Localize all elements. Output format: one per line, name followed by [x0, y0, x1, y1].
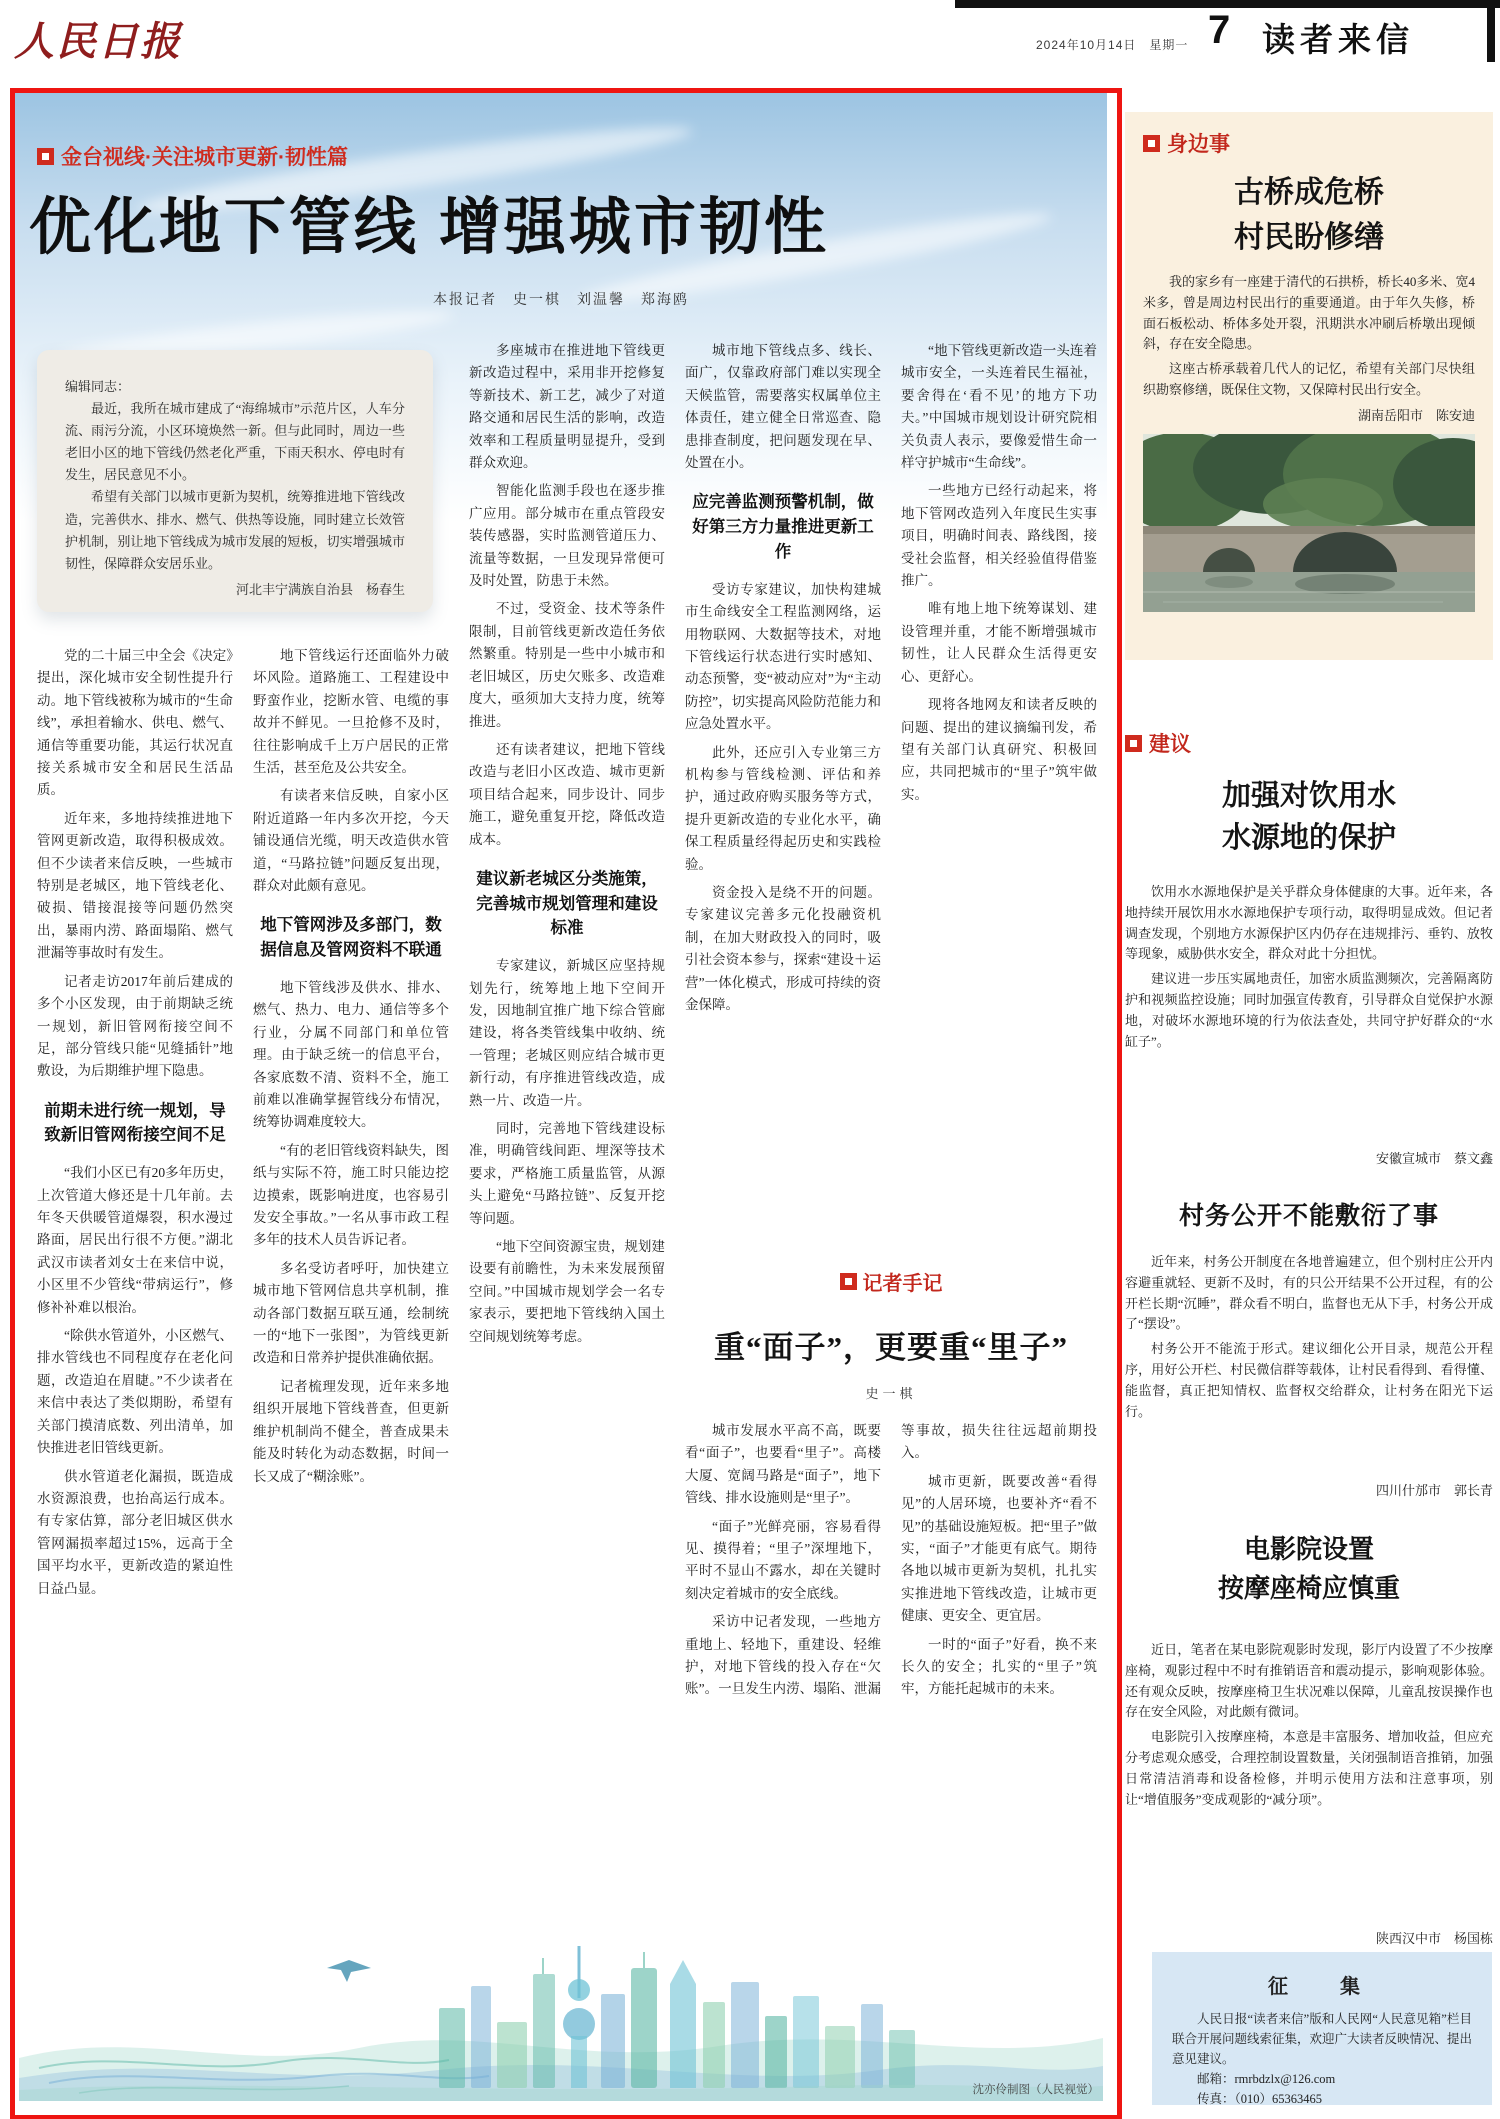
cinema-headline-line2: 按摩座椅应慎重	[1217, 1574, 1400, 1603]
paragraph: 党的二十届三中全会《决定》提出，深化城市安全韧性提升行动。地下管线被称为城市的“生命线”，承担着输水、供电、燃气、通信等重要功能，其运行状况直接关系城市安全和居民生活品质。	[37, 648, 233, 798]
kicker-icon	[37, 148, 54, 165]
paragraph: 地下管线涉及供水、排水、燃气、热力、电力、通信等多个行业，分属不同部门和单位管理。由于缺乏统一的信息平台，各家底数不清、资料不全，施工前难以准确掌握管线分布情况，统筹协调难度较大。	[253, 979, 449, 1130]
village-body	[1125, 1252, 1493, 1426]
paragraph: “地下管线更新改造一头连着城市安全，一头连着民生福祉，要舍得在‘看不见’的地方下功夫。”中国城市规划设计研究院相关负责人表示，要像爱惜生命一样守护城市“生命线”。	[901, 343, 1097, 471]
paragraph: 城市更新，既要改善“看得见”的人居环境，也要补齐“看不见”的基础设施短板。把“里子”做实，“面子”才能更有底气。期待各地以城市更新为契机，扎扎实实推进地下管线改造，让城市更健康、更安全、更宜居。	[901, 1473, 1097, 1624]
reporter-notes-label	[685, 1267, 1097, 1296]
paragraph: 村务公开不能流于形式。建议细化公开目录，规范公开程序，用好公开栏、村民微信群等载体，让村民看得到、看得懂、能监督，真正把知情权、监督权交给群众，让村务在阳光下运行。	[1125, 1341, 1493, 1419]
article-column-2	[253, 645, 449, 1930]
paragraph: “除供水管道外，小区燃气、排水管线也不同程度存在老化问题，改造迫在眉睫。”不少读者在来信中表达了类似期盼，希望有关部门摸清底数、列出清单，加快推进老旧管线更新。	[37, 1328, 233, 1456]
paragraph: 一时的“面子”好看，换不来长久的安全；扎实的“里子”筑牢，方能托起城市的未来。	[901, 1636, 1097, 1697]
collect-title: 征 集	[1268, 1976, 1376, 1998]
paragraph: 一些地方已经行动起来，将地下管网改造列入年度民生实事项目，明确时间表、路线图，接受社会监督，相关经验值得借鉴推广。	[901, 483, 1097, 589]
paragraph: 饮用水水源地保护是关乎群众身体健康的大事。近年来，各地持续开展饮用水水源地保护专项行动，取得明显成效。但记者调查发现，个别地方水源保护区内仍存在违规排污、垂钓、放牧等现象，威胁供水安全，群众对此十分担忧。	[1125, 884, 1493, 962]
neighborhood-icon	[1143, 135, 1160, 152]
notes-body	[685, 1420, 1097, 1910]
header-top-bar	[955, 0, 1500, 8]
reader-letter-card	[37, 350, 433, 612]
main-article-box	[10, 88, 1122, 2119]
paragraph: 电影院引入按摩座椅，本意是丰富服务、增加收益，但应充分考虑观众感受，合理控制设置数量，关闭强制语音推销，加强日常清洁消毒和设备检修，并明示使用方法和注意事项，别让“增值服务”变成观影的“减分项”。	[1125, 1729, 1493, 1807]
collect-email: 邮箱：rmrbdzlx@126.com	[1197, 2072, 1336, 2086]
paragraph: 资金投入是绕不开的问题。专家建议完善多元化投融资机制，在加大财政投入的同时，吸引社会资本参与，探索“建设＋运营”一体化模式，形成可持续的资金保障。	[685, 884, 881, 1012]
paragraph: 多名受访者呼吁，加快建立城市地下管网信息共享机制，推动各部门数据互联互通，绘制统一的“地下一张图”，为管线更新改造和日常养护提供准确依据。	[253, 1260, 449, 1366]
main-headline-right: 增强城市韧性	[438, 193, 829, 262]
paragraph: 有读者来信反映，自家小区附近道路一年内多次开挖，今天铺设通信光缆，明天改造供水管道，“马路拉链”问题反复出现，群众对此颇有意见。	[253, 788, 449, 894]
water-headline-line1: 加强对饮用水	[1221, 780, 1396, 812]
city-illustration	[19, 1938, 1103, 2101]
bridge-headline	[1143, 170, 1475, 260]
letter-paragraph: 最近，我所在城市建成了“海绵城市”示范片区，人车分流、雨污分流，小区环境焕然一新。但与此同时，周边一些老旧小区的地下管线仍然老化严重，下雨天积水、停电时有发生，居民意见不小。	[65, 401, 405, 483]
main-headline-left: 优化地下管线	[29, 193, 420, 262]
illustration-credit: 沈亦伶制图（人民视觉）	[972, 2084, 1099, 2096]
bridge-signature: 湖南岳阳市 陈安迪	[1357, 407, 1475, 423]
paragraph: 记者走访2017年前后建成的多个小区发现，由于前期缺乏统一规划，新旧管网衔接空间不足，部分管线只能“见缝插针”地敷设，为后期维护埋下隐患。	[37, 973, 233, 1079]
neighborhood-label-text: 身边事	[1167, 133, 1230, 156]
article-column-4	[685, 340, 881, 1255]
notes-label-text: 记者手记	[862, 1273, 943, 1295]
paragraph: 还有读者建议，把地下管线改造与老旧小区改造、城市更新项目结合起来，同步设计、同步施工，避免重复开挖，降低改造成本。	[469, 741, 665, 847]
paragraph: 智能化监测手段也在逐步推广应用。部分城市在重点管段安装传感器，实时监测管道压力、流量等数据，一旦发现异常便可及时处置，防患于未然。	[469, 483, 665, 589]
subhead-2: 地下管网涉及多部门，数据信息及管网资料不联通	[260, 916, 442, 960]
water-headline-line2: 水源地的保护	[1221, 822, 1396, 855]
village-signature: 四川什邡市 郭长青	[1375, 1483, 1493, 1498]
masthead-logo: 人民日报	[14, 19, 182, 64]
paragraph: 采访中记者发现，一些地方重地上、轻地下，重建设、轻维护，对地下管线的投入存在“欠账”。一旦发生内涝、塌陷、泄漏等事故，损失往往远超前期投入。	[685, 1423, 1097, 1697]
paragraph: 近日，笔者在某电影院观影时发现，影厅内设置了不少按摩座椅，观影过程中不时有推销语音和震动提示，影响观影体验。还有观众反映，按摩座椅卫生状况难以保障，儿童乱按误操作也存在安全风险，对此颇有微词。	[1125, 1642, 1493, 1720]
bridge-body	[1143, 272, 1475, 401]
header-page-number: 7	[1208, 8, 1231, 52]
kicker-label: 金台视线·关注城市更新·韧性篇	[61, 146, 348, 169]
letter-signature: 河北丰宁满族自治县 杨春生	[235, 581, 405, 597]
paragraph: “地下空间资源宝贵，规划建设要有前瞻性，为未来发展预留空间。”中国城市规划学会一名专家表示，要把地下管线纳入国土空间规划统筹考虑。	[469, 1239, 665, 1344]
cinema-body	[1125, 1640, 1493, 1814]
notes-icon	[840, 1273, 857, 1290]
paragraph: “有的老旧管线资料缺失，图纸与实际不符，施工时只能边挖边摸索，既影响进度，也容易引发安全事故。”一名从事市政工程多年的技术人员告诉记者。	[253, 1142, 449, 1248]
paragraph: 供水管道老化漏损，既造成水资源浪费，也抬高运行成本。有专家估算，部分老旧城区供水管网漏损率超过15%，远高于全国平均水平，更新改造的紧迫性日益凸显。	[37, 1468, 233, 1596]
water-headline	[1125, 775, 1493, 859]
header-section-title: 读者来信	[1262, 23, 1414, 59]
main-byline: 本报记者 史一棋 刘温馨 郑海鸥	[433, 293, 689, 308]
paragraph: 现将各地网友和读者反映的问题、提出的建议摘编刊发，希望有关部门认真研究、积极回应，共同把城市的“里子”筑牢做实。	[901, 697, 1097, 802]
article-column-5	[901, 340, 1097, 1255]
notes-headline: 重“面子”，更要重“里子”	[714, 1330, 1068, 1365]
cinema-signature: 陕西汉中市 杨国栋	[1375, 1931, 1493, 1946]
collect-box	[1152, 1952, 1492, 2105]
letter-salutation: 编辑同志：	[65, 379, 131, 394]
letter-paragraph: 希望有关部门以城市更新为契机，统筹推进地下管线改造，完善供水、排水、燃气、供热等设施，同时建立长效管护机制，别让地下管线成为城市发展的短板，切实增强城市韧性，保障群众安居乐业。	[65, 489, 405, 571]
paragraph: 不过，受资金、技术等条件限制，目前管线更新改造任务依然繁重。特别是一些中小城市和老旧城区，历史欠账多、改造难度大，亟须加大支持力度，统筹推进。	[469, 601, 665, 729]
suggest-label-text: 建议	[1149, 733, 1191, 756]
subhead-1: 前期未进行统一规划，导致新旧管网衔接空间不足	[44, 1101, 226, 1145]
paragraph: 地下管线运行还面临外力破坏风险。道路施工、工程建设中野蛮作业，挖断水管、电缆的事故并不鲜见。一旦抢修不及时，往往影响成千上万户居民的正常生活，甚至危及公共安全。	[253, 648, 449, 776]
neighborhood-card	[1125, 112, 1493, 660]
reporter-notes	[685, 1265, 1097, 1933]
header-vertical-rule	[1487, 6, 1495, 62]
paragraph: 近年来，多地持续推进地下管网更新改造，取得积极成效。但不少读者来信反映，一些城市特别是老城区，地下管线老化、破损、错接混接等问题仍然突出，暴雨内涝、路面塌陷、燃气泄漏等事故时有发生。	[37, 810, 233, 961]
suggest-icon	[1125, 735, 1142, 752]
collect-intro: 人民日报“读者来信”版和人民网“人民意见箱”栏目联合开展问题线索征集，欢迎广大读者反映情况、提出意见建议。	[1172, 2012, 1473, 2066]
neighborhood-label	[1143, 128, 1475, 158]
bridge-headline-line2: 村民盼修缮	[1234, 221, 1384, 254]
paragraph: 同时，完善地下管线建设标准，明确管线间距、埋深等技术要求，严格施工质量监管，从源头上避免“马路拉链”、反复开挖等问题。	[469, 1121, 665, 1226]
bridge-headline-line1: 古桥成危桥	[1234, 176, 1384, 209]
water-signature: 安徽宣城市 蔡文鑫	[1375, 1151, 1493, 1166]
paragraph: 多座城市在推进地下管线更新改造过程中，采用非开挖修复等新技术、新工艺，减少了对道路交通和居民生活的影响，改造效率和工程质量明显提升，受到群众欢迎。	[469, 343, 665, 471]
cinema-headline-line1: 电影院设置	[1243, 1535, 1374, 1564]
suggest-label	[1125, 728, 1191, 758]
main-headline	[29, 177, 829, 266]
paragraph: 城市发展水平高不高，既要看“面子”，也要看“里子”。高楼大厦、宽阔马路是“面子”，地下管线、排水设施则是“里子”。	[685, 1423, 881, 1506]
bridge-photo	[1143, 434, 1475, 612]
paragraph: 城市地下管线点多、线长、面广，仅靠政府部门难以实现全天候监管，需要落实权属单位主体责任，建立健全日常巡查、隐患排查制度，把问题发现在早、处置在小。	[685, 343, 881, 471]
village-headline: 村务公开不能敷衍了事	[1178, 1203, 1439, 1230]
paragraph: 记者梳理发现，近年来多地组织开展地下管线普查，但更新维护机制尚不健全，普查成果未能及时转化为动态数据，时间一长又成了“糊涂账”。	[253, 1378, 449, 1484]
paragraph: 专家建议，新城区应坚持规划先行，统筹地上地下空间开发，因地制宜推广地下综合管廊建设，将各类管线集中收纳、统一管理；老城区则应结合城市更新行动，有序推进管线改造，成熟一片、改造一片。	[469, 958, 665, 1108]
paragraph: 近年来，村务公开制度在各地普遍建立，但个别村庄公开内容避重就轻、更新不及时，有的只公开结果不公开过程，有的公开栏长期“沉睡”，群众看不明白，监督也无从下手，村务公开成了“摆设”。	[1125, 1254, 1493, 1332]
collect-fax: 传真：（010）65363465	[1197, 2092, 1323, 2106]
paragraph: 受访专家建议，加快构建城市生命线安全工程监测网络，运用物联网、大数据等技术，对地下管线运行状态进行实时感知、动态预警，变“被动应对”为“主动防控”，切实提高风险防范能力和应急处置水平。	[685, 581, 881, 732]
cinema-headline	[1125, 1530, 1493, 1608]
paragraph: 建议进一步压实属地责任，加密水质监测频次，完善隔离防护和视频监控设施；同时加强宣传教育，引导群众自觉保护水源地，对破坏水源地环境的行为依法查处，共同守护好群众的“水缸子”。	[1125, 971, 1493, 1049]
paragraph: 我的家乡有一座建于清代的石拱桥，桥长40多米、宽4米多，曾是周边村民出行的重要通道。由于年久失修，桥面石板松动、桥体多处开裂，汛期洪水冲刷后桥墩出现倾斜，存在安全隐患。	[1143, 274, 1475, 352]
header-date: 2024年10月14日 星期一	[1036, 38, 1189, 52]
paragraph: 这座古桥承载着几代人的记忆，希望有关部门尽快组织勘察修缮，既保住文物，又保障村民出行安全。	[1143, 361, 1475, 397]
article-column-3	[469, 340, 665, 1930]
notes-byline: 史一棋	[865, 1386, 917, 1401]
paragraph: “面子”光鲜亮丽，容易看得见、摸得着；“里子”深埋地下，平时不显山不露水，却在关键时刻决定着城市的安全底线。	[685, 1518, 881, 1601]
paragraph: 此外，还应引入专业第三方机构参与管线检测、评估和养护，通过政府购买服务等方式，提升更新改造的专业化水平，确保工程质量经得起历史和实践检验。	[685, 744, 881, 872]
article-column-1	[37, 645, 233, 1930]
subhead-3: 建议新老城区分类施策，完善城市规划管理和建设标准	[476, 869, 658, 938]
water-body	[1125, 882, 1493, 1056]
paragraph: 唯有地上地下统筹谋划、建设管理并重，才能不断增强城市韧性，让人民群众生活得更安心、更舒心。	[901, 601, 1097, 684]
kicker	[37, 141, 348, 171]
paragraph: “我们小区已有20多年历史，上次管道大修还是十几年前。去年冬天供暖管道爆裂，积水漫过路面，居民出行很不方便。”湖北武汉市读者刘女士在来信中说，小区里不少管线“带病运行”，修修补补难以根治。	[37, 1165, 233, 1315]
subhead-4: 应完善监测预警机制，做好第三方力量推进更新工作	[692, 493, 874, 561]
